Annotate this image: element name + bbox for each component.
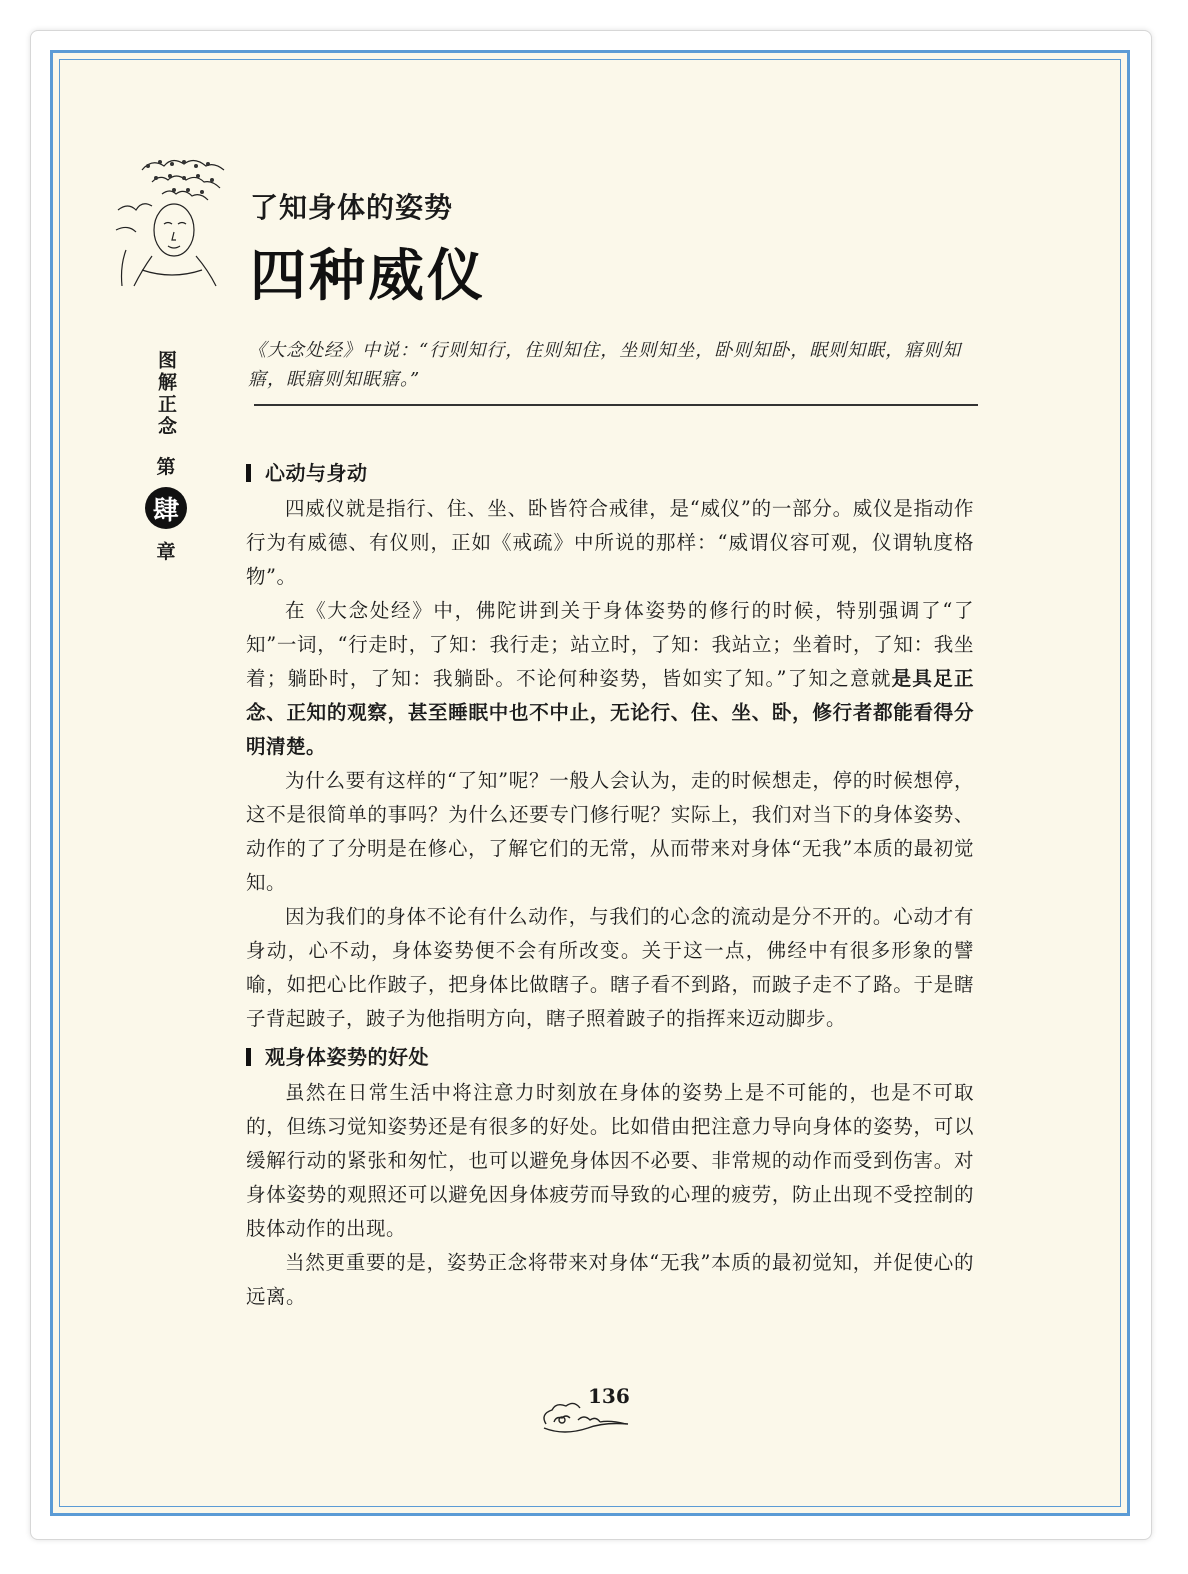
paragraph: 虽然在日常生活中将注意力时刻放在身体的姿势上是不可能的，也是不可取的，但练习觉知姿势还是有很多的好处。比如借由把注意力导向身体的姿势，可以缓解行动的紧张和匆忙，也可以避免身体因不必要、非常规的动作而受到伤害。对身体姿势的观照还可以避免因身体疲劳而导致的心理的疲劳，防止出现不受控制的肢体动作的出现。 <box>246 1081 974 1240</box>
buddha-portrait-illustration <box>112 150 232 290</box>
paragraph: 当然更重要的是，姿势正念将带来对身体“无我”本质的最初觉知，并促使心的远离。 <box>246 1251 974 1308</box>
section-heading: 心动与身动 <box>246 456 974 490</box>
epigraph-quote: 《大念处经》中说：“行则知行，住则知住，坐则知坐，卧则知卧，眠则知眠，寤则知寤，眠寤则知眠寤。” <box>248 340 962 390</box>
page-title: 四种威仪 <box>250 244 486 309</box>
paragraph: 在《大念处经》中，佛陀讲到关于身体姿势的修行的时候，特别强调了“了知”一词，“行走时，了知：我行走；站立时，了知：我站立；坐着时，了知：我坐着；躺卧时，了知：我躺卧。不论何种姿势，皆如实了知。”了知之意就是具足正念、正知的观察，甚至睡眠中也不中止，无论行、住、坐、卧，修行者都能看得分明清楚。 <box>246 599 974 758</box>
main-content <box>246 456 974 1314</box>
page-number: 136 <box>588 1384 630 1408</box>
sidebar-book-title: 图解正念 <box>155 350 177 438</box>
page-subtitle: 了知身体的姿势 <box>250 191 454 224</box>
bold-text: 是具足正念、正知的观察，甚至睡眠中也不中止，无论行、住、坐、卧，修行者都能看得分明清楚。 <box>246 667 974 758</box>
section-heading: 观身体姿势的好处 <box>246 1040 974 1074</box>
paragraph: 为什么要有这样的“了知”呢？一般人会认为，走的时候想走，停的时候想停，这不是很简单的事吗？为什么还要专门修行呢？实际上，我们对当下的身体姿势、动作的了了分明是在修心，了解它们的无常，从而带来对身体“无我”本质的最初觉知。 <box>246 769 974 894</box>
chapter-number-badge: 肆 <box>145 487 187 529</box>
sidebar-zhang: 章 <box>156 541 176 563</box>
paragraph: 因为我们的身体不论有什么动作，与我们的心念的流动是分不开的。心动才有身动，心不动，身体姿势便不会有所改变。关于这一点，佛经中有很多形象的譬喻，如把心比作跛子，把身体比做瞎子。瞎子看不到路，而跛子走不了路。于是瞎子背起跛子，跛子为他指明方向，瞎子照着跛子的指挥来迈动脚步。 <box>246 905 974 1030</box>
sidebar-di: 第 <box>156 456 176 478</box>
cloud-ornament-icon <box>538 1398 634 1438</box>
section-bullet-icon <box>246 1048 251 1066</box>
chapter-sidebar <box>148 350 184 564</box>
paragraph: 四威仪就是指行、住、坐、卧皆符合戒律，是“威仪”的一部分。威仪是指动作行为有威德、有仪则，正如《戒疏》中所说的那样：“威谓仪容可观，仪谓轨度格物”。 <box>246 497 974 588</box>
section-bullet-icon <box>246 464 251 482</box>
quote-divider <box>254 404 978 406</box>
